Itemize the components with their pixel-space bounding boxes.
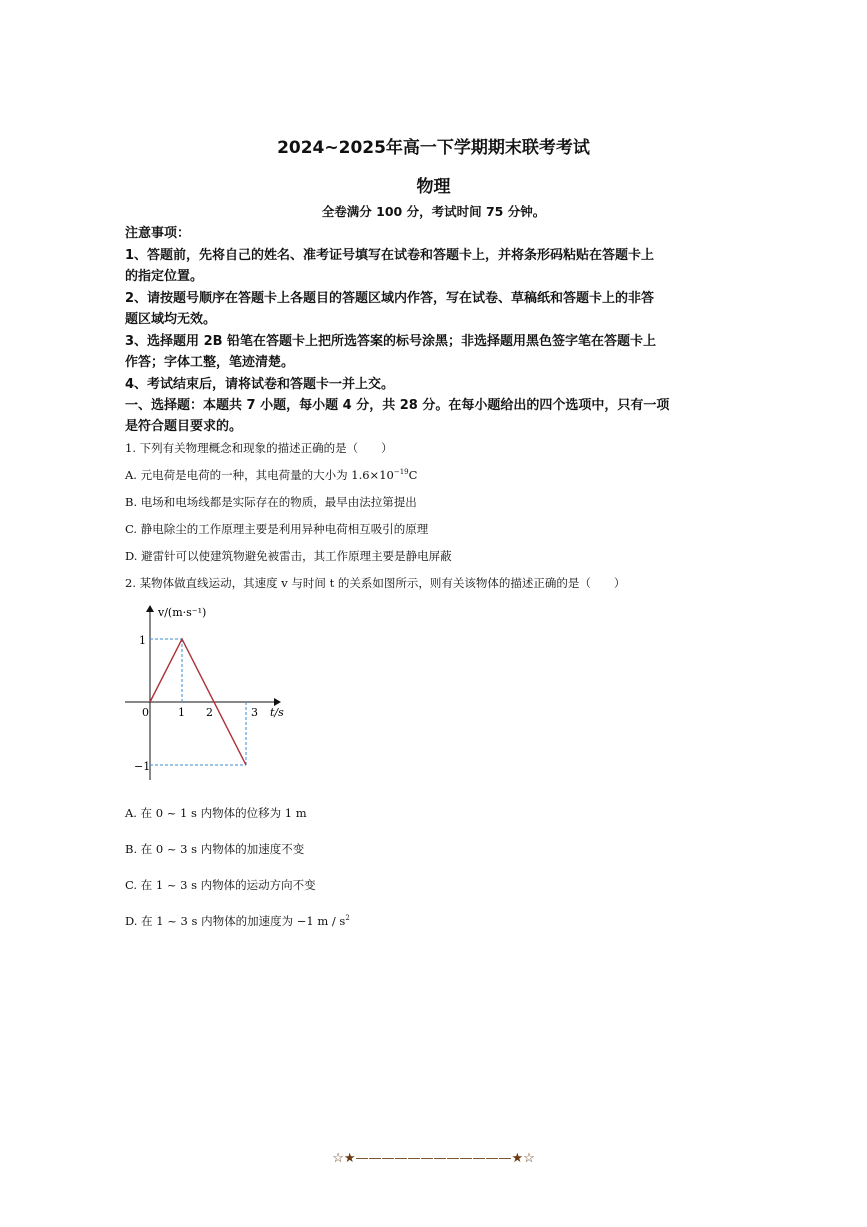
question-1-option-a: A. 元电荷是电荷的一种，其电荷量的大小为 $1.6\times 10^{-19}C$ — [125, 468, 418, 482]
exam-meta: 全卷满分 100 分，考试时间 75 分钟。 — [321, 204, 546, 219]
question-2-option-b: B. 在 0 ~ 3 s 内物体的加速度不变 — [125, 842, 305, 856]
note-line: 4、考试结束后，请将试卷和答题卡一并上交。 — [125, 377, 395, 392]
origin-label: 0 — [142, 706, 149, 719]
section-heading-cont: 是符合题目要求的。 — [125, 419, 243, 434]
note-line: 3、选择题用 2B 铅笔在答题卡上把所选答案的标号涂黑；非选择题用黑色签字笔在答题卡上 — [125, 334, 657, 349]
note-line: 2、请按题号顺序在答题卡上各题目的答题区域内作答，写在试卷、草稿纸和答题卡上的非答 — [125, 291, 655, 306]
x-tick-label: 1 — [178, 706, 185, 719]
note-line: 的指定位置。 — [125, 269, 204, 284]
question-2-option-c: C. 在 1 ~ 3 s 内物体的运动方向不变 — [125, 878, 316, 892]
y-axis-label: v/(m·s⁻¹) — [158, 606, 207, 619]
section-heading: 一、选择题：本题共 7 小题，每小题 4 分，共 28 分。在每小题给出的四个选项中，只有一项 — [125, 398, 670, 413]
velocity-time-graph — [120, 598, 300, 788]
x-tick-label: 2 — [206, 706, 213, 719]
question-1-option-c: C. 静电除尘的工作原理主要是利用异种电荷相互吸引的原理 — [125, 522, 429, 536]
question-2-option-a: A. 在 0 ~ 1 s 内物体的位移为 1 m — [125, 806, 307, 820]
exam-title: 2024~2025年高一下学期期末联考考试 — [277, 138, 590, 158]
notes-heading: 注意事项： — [125, 226, 191, 241]
note-line: 作答；字体工整，笔迹清楚。 — [125, 355, 295, 370]
note-line: 1、答题前，先将自己的姓名、准考证号填写在试卷和答题卡上，并将条形码粘贴在答题卡上 — [125, 248, 655, 263]
question-2-stem: 2. 某物体做直线运动，其速度 v 与时间 t 的关系如图所示，则有关该物体的描述正确的是（ ） — [125, 576, 626, 590]
y-tick-label: 1 — [139, 634, 146, 647]
note-line: 题区域均无效。 — [125, 312, 217, 327]
question-1-option-d: D. 避雷针可以使建筑物避免被雷击，其工作原理主要是静电屏蔽 — [125, 549, 452, 563]
question-1-stem: 1. 下列有关物理概念和现象的描述正确的是（ ） — [125, 441, 393, 455]
subject-title: 物理 — [416, 177, 451, 197]
y-tick-label: −1 — [134, 760, 151, 773]
question-2-option-d: D. 在 1 ~ 3 s 内物体的加速度为 −1 m / $s^2$ — [125, 914, 350, 928]
x-tick-label: 3 — [251, 706, 258, 719]
question-1-option-b: B. 电场和电场线都是实际存在的物质，最早由法拉第提出 — [125, 495, 417, 509]
x-axis-label: t/s — [270, 706, 284, 719]
page-footer-decoration: ☆★————————————★☆ — [332, 1151, 535, 1166]
